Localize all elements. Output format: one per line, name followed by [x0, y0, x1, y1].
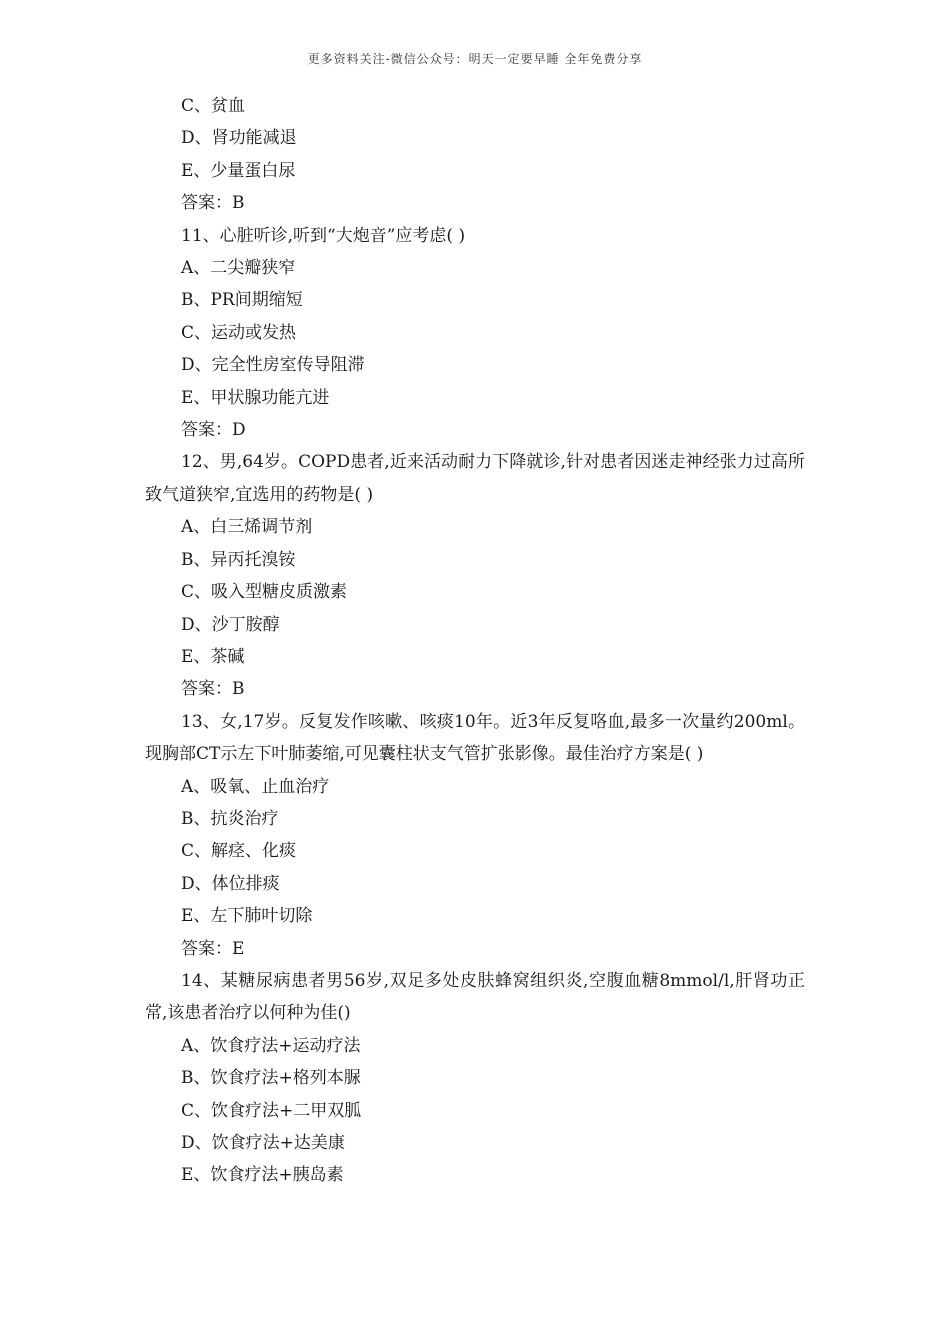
option-b: B、PR间期缩短	[181, 290, 303, 311]
question-stem-14: 14、某糖尿病患者男56岁,双足多处皮肤蜂窝组织炎,空腹血糖8mmol/l,肝肾功正常,该患者治疗以何种为佳()	[145, 970, 805, 1024]
option-c: C、运动或发热	[181, 322, 297, 343]
option-a: A、白三烯调节剂	[181, 517, 313, 538]
option-c: C、饮食疗法+二甲双胍	[181, 1100, 362, 1121]
option-e: E、左下肺叶切除	[181, 906, 313, 927]
document-body	[145, 90, 805, 1192]
option-e: E、甲状腺功能亢进	[181, 387, 330, 408]
option-a: A、吸氧、止血治疗	[181, 776, 330, 797]
question-stem-12: 12、男,64岁。COPD患者,近来活动耐力下降就诊,针对患者因迷走神经张力过高所致气道狭窄,宜选用的药物是( )	[145, 452, 805, 505]
option-a: A、饮食疗法+运动疗法	[181, 1035, 361, 1056]
option-c: C、吸入型糖皮质激素	[181, 582, 348, 603]
option-c: C、贫血	[181, 96, 246, 116]
option-b: B、饮食疗法+格列本脲	[181, 1068, 361, 1089]
option-a: A、二尖瓣狭窄	[181, 258, 296, 279]
answer: 答案：D	[181, 420, 246, 441]
option-c: C、解痉、化痰	[181, 841, 297, 862]
question-stem-11: 11、心脏听诊,听到“大炮音”应考虑( )	[181, 225, 466, 246]
option-d: D、沙丁胺醇	[181, 614, 280, 635]
option-e: E、茶碱	[181, 646, 245, 667]
option-e: E、少量蛋白尿	[181, 160, 296, 181]
option-d: D、完全性房室传导阻滞	[181, 355, 365, 376]
option-b: B、异丙托溴铵	[181, 549, 296, 570]
option-d: D、饮食疗法+达美康	[181, 1133, 345, 1153]
option-d: D、肾功能减退	[181, 128, 297, 149]
answer: 答案：B	[181, 193, 245, 214]
option-b: B、抗炎治疗	[181, 808, 279, 829]
option-e: E、饮食疗法+胰岛素	[181, 1165, 344, 1186]
answer: 答案：B	[181, 679, 245, 700]
answer: 答案：E	[181, 938, 245, 959]
page-header: 更多资料关注-微信公众号：明天一定要早睡 全年免费分享	[307, 52, 643, 66]
option-d: D、体位排痰	[181, 873, 280, 894]
question-stem-13: 13、女,17岁。反复发作咳嗽、咳痰10年。近3年反复咯血,最多一次量约200ml。现胸部CT示左下叶肺萎缩,可见囊柱状支气管扩张影像。最佳治疗方案是( )	[145, 711, 805, 765]
